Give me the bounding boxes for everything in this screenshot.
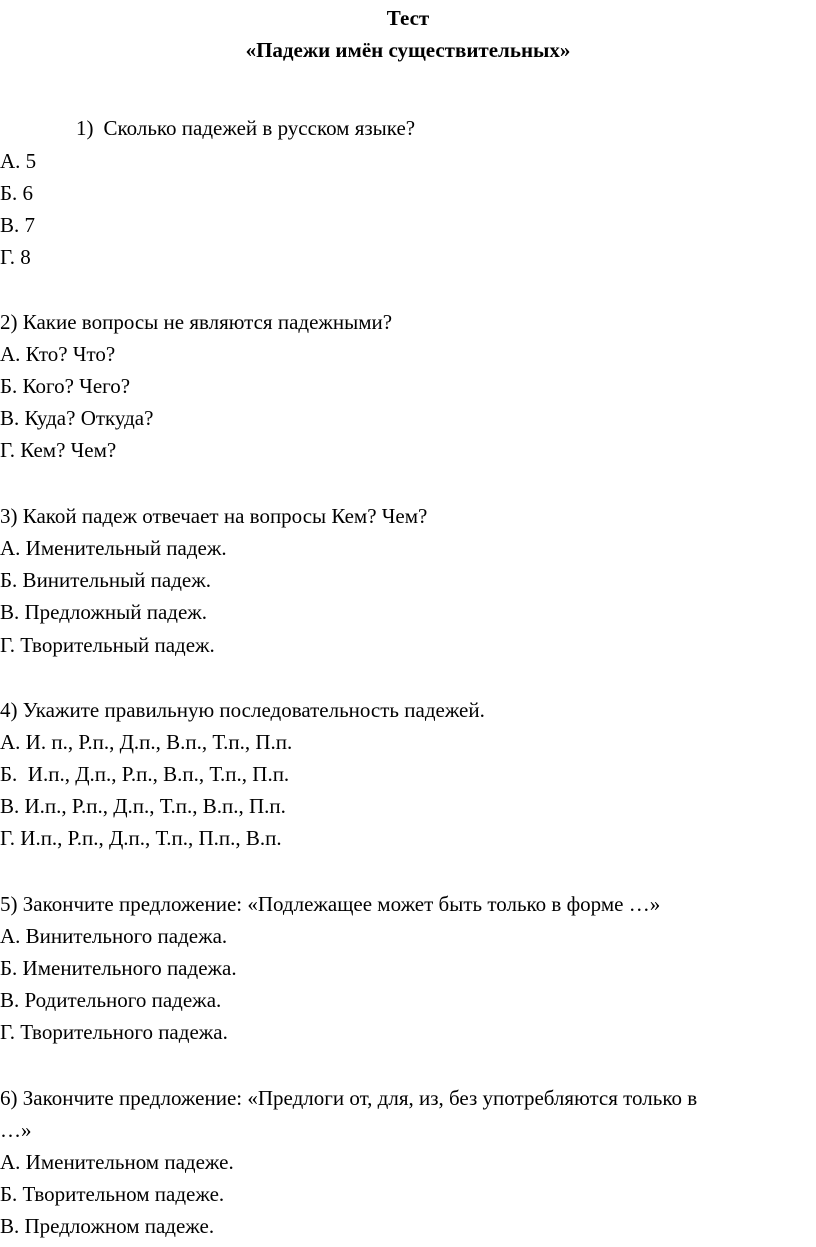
question-1-answer-c: В. 7 (0, 213, 36, 237)
question-3: 3) Какой падеж отвечает на вопросы Кем? Чем? (0, 504, 428, 528)
question-1 (76, 112, 415, 144)
question-5: 5) Закончите предложение: «Подлежащее может быть только в форме …» (0, 892, 661, 916)
question-2-answer-a: А. Кто? Что? (0, 342, 116, 366)
question-1-answer-a: А. 5 (0, 149, 37, 173)
question-4-answer-c: В. И.п., Р.п., Д.п., Т.п., В.п., П.п. (0, 794, 286, 818)
question-2-answer-c: В. Куда? Откуда? (0, 406, 154, 430)
question-2: 2) Какие вопросы не являются падежными? (0, 310, 393, 334)
question-2-answer-d: Г. Кем? Чем? (0, 438, 117, 462)
document-title: Тест (386, 6, 430, 30)
question-3-answer-d: Г. Творительный падеж. (0, 633, 215, 657)
question-3-answer-a: А. Именительный падеж. (0, 536, 227, 560)
question-4: 4) Укажите правильную последовательность падежей. (0, 698, 485, 722)
question-6-answer-b: Б. Творительном падеже. (0, 1182, 225, 1206)
question-5-answer-a: А. Винительного падежа. (0, 924, 228, 948)
question-1-number: 1) (76, 116, 94, 140)
question-1-answer-b: Б. 6 (0, 181, 34, 205)
question-2-answer-b: Б. Кого? Чего? (0, 374, 131, 398)
question-6-answer-a: А. Именительном падеже. (0, 1150, 234, 1174)
question-6-answer-c: В. Предложном падеже. (0, 1214, 215, 1238)
question-4-answer-a: А. И. п., Р.п., Д.п., В.п., Т.п., П.п. (0, 730, 293, 754)
question-6-line-2: …» (0, 1118, 32, 1142)
question-5-answer-c: В. Родительного падежа. (0, 988, 222, 1012)
question-1-answer-d: Г. 8 (0, 245, 31, 269)
question-3-answer-b: Б. Винительный падеж. (0, 568, 211, 592)
document-subtitle: «Падежи имён существительных» (245, 38, 571, 62)
question-4-answer-d: Г. И.п., Р.п., Д.п., Т.п., П.п., В.п. (0, 826, 282, 850)
question-4-answer-b: Б. И.п., Д.п., Р.п., В.п., Т.п., П.п. (0, 762, 290, 786)
question-5-answer-d: Г. Творительного падежа. (0, 1020, 228, 1044)
question-6-line-1: 6) Закончите предложение: «Предлоги от, для, из, без употребляются только в (0, 1086, 698, 1110)
question-3-answer-c: В. Предложный падеж. (0, 600, 208, 624)
question-1-text: Сколько падежей в русском языке? (103, 116, 416, 140)
question-5-answer-b: Б. Именительного падежа. (0, 956, 237, 980)
